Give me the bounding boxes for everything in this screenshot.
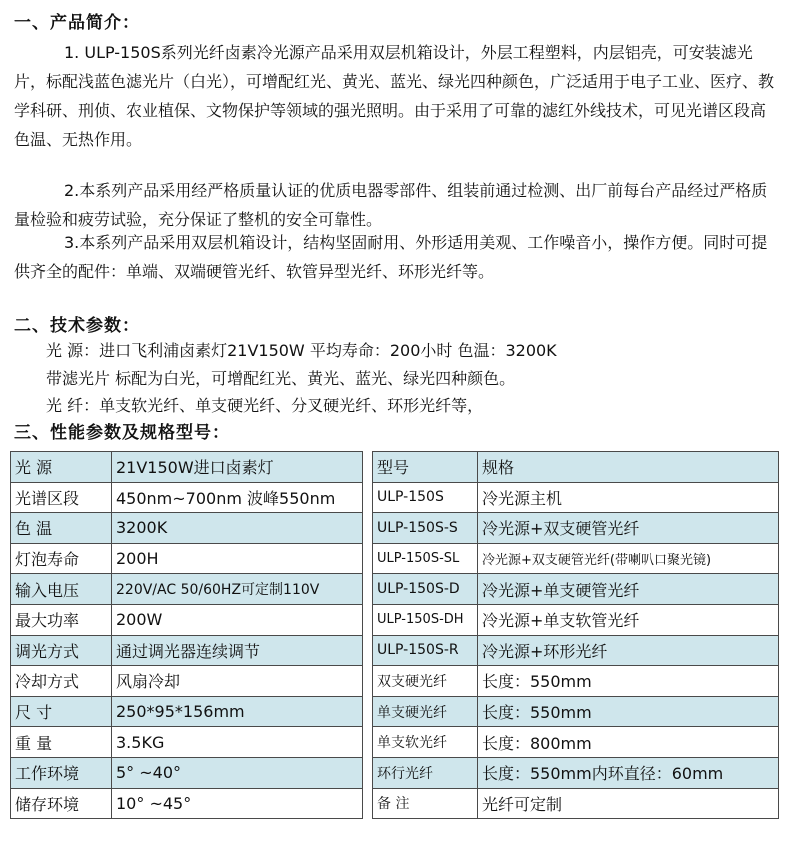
row-label: 重 量	[11, 727, 112, 758]
table-row	[11, 513, 363, 544]
table-row	[11, 574, 363, 605]
header-model: 型号	[373, 452, 478, 483]
row-value: 冷光源+单支软管光纤	[478, 604, 779, 635]
row-label: 尺 寸	[11, 696, 112, 727]
table-row	[11, 452, 363, 483]
row-label: ULP-150S-D	[373, 574, 478, 605]
table-row	[11, 757, 363, 788]
param-filter: 带滤光片 标配为白光，可增配红光、黄光、蓝光、绿光四种颜色。	[46, 369, 516, 388]
table-row	[373, 513, 779, 544]
table-header-row	[373, 452, 779, 483]
table-row	[373, 635, 779, 666]
performance-table	[10, 451, 363, 819]
table-row	[373, 604, 779, 635]
row-value: 220V/AC 50/60HZ可定制110V	[112, 574, 363, 605]
row-value: 冷光源+双支硬管光纤	[478, 513, 779, 544]
intro-paragraph-3: 3.本系列产品采用双层机箱设计，结构坚固耐用、外形适用美观、工作噪音小，操作方便。同时可提供齐全的配件：单端、双端硬管光纤、软管异型光纤、环形光纤等。	[14, 233, 768, 281]
row-label: 最大功率	[11, 604, 112, 635]
row-label: 双支硬光纤	[373, 666, 478, 697]
row-label: 输入电压	[11, 574, 112, 605]
row-label: 冷却方式	[11, 666, 112, 697]
row-value: 光纤可定制	[478, 788, 779, 819]
table-row	[11, 543, 363, 574]
row-label: ULP-150S	[373, 482, 478, 513]
row-label: ULP-150S-DH	[373, 604, 478, 635]
row-label: 光谱区段	[11, 482, 112, 513]
row-label: ULP-150S-S	[373, 513, 478, 544]
row-label: ULP-150S-SL	[373, 543, 478, 574]
table-row	[11, 727, 363, 758]
row-value: 250*95*156mm	[112, 696, 363, 727]
table-row	[373, 757, 779, 788]
row-label: ULP-150S-R	[373, 635, 478, 666]
table-row	[373, 543, 779, 574]
table-row	[373, 696, 779, 727]
row-label: 储存环境	[11, 788, 112, 819]
section-title-intro: 一、产品简介：	[14, 13, 140, 33]
row-label: 单支硬光纤	[373, 696, 478, 727]
row-value: 10° ~45°	[112, 788, 363, 819]
table-row	[11, 666, 363, 697]
row-label: 单支软光纤	[373, 727, 478, 758]
table-row	[11, 635, 363, 666]
table-row	[373, 727, 779, 758]
row-value: 冷光源主机	[478, 482, 779, 513]
row-value: 风扇冷却	[112, 666, 363, 697]
model-spec-table	[372, 451, 779, 819]
table-row	[11, 604, 363, 635]
table-row	[373, 574, 779, 605]
row-label: 备 注	[373, 788, 478, 819]
table-row	[373, 788, 779, 819]
row-value: 200W	[112, 604, 363, 635]
param-fiber: 光 纤：单支软光纤、单支硬光纤、分叉硬光纤、环形光纤等，	[46, 396, 484, 415]
header-spec: 规格	[478, 452, 779, 483]
row-value: 450nm~700nm 波峰550nm	[112, 482, 363, 513]
row-value: 通过调光器连续调节	[112, 635, 363, 666]
intro-paragraph-2: 2.本系列产品采用经严格质量认证的优质电器零部件、组装前通过检测、出厂前每台产品经过严格质量检验和疲劳试验，充分保证了整机的安全可靠性。	[14, 181, 768, 229]
row-value: 3200K	[112, 513, 363, 544]
table-row	[11, 482, 363, 513]
section-title-specs: 三、性能参数及规格型号：	[14, 423, 230, 443]
table-row	[373, 482, 779, 513]
row-label: 环行光纤	[373, 757, 478, 788]
row-label: 灯泡寿命	[11, 543, 112, 574]
table-row	[11, 788, 363, 819]
row-label: 光 源	[11, 452, 112, 483]
row-value: 21V150W进口卤素灯	[112, 452, 363, 483]
row-value: 长度：550mm	[478, 696, 779, 727]
table-row	[11, 696, 363, 727]
row-value: 长度：550mm内环直径：60mm	[478, 757, 779, 788]
row-label: 工作环境	[11, 757, 112, 788]
row-value: 长度：800mm	[478, 727, 779, 758]
row-value: 冷光源+双支硬管光纤(带喇叭口聚光镜)	[478, 543, 779, 574]
row-value: 200H	[112, 543, 363, 574]
table-row	[373, 666, 779, 697]
row-value: 3.5KG	[112, 727, 363, 758]
row-label: 调光方式	[11, 635, 112, 666]
row-label: 色 温	[11, 513, 112, 544]
row-value: 冷光源+环形光纤	[478, 635, 779, 666]
row-value: 冷光源+单支硬管光纤	[478, 574, 779, 605]
param-light-source: 光 源：进口飞利浦卤素灯21V150W 平均寿命：200小时 色温：3200K	[46, 341, 557, 360]
row-value: 长度：550mm	[478, 666, 779, 697]
row-value: 5° ~40°	[112, 757, 363, 788]
section-title-params: 二、技术参数：	[14, 316, 140, 336]
intro-paragraph-1: 1. ULP-150S系列光纤卤素冷光源产品采用双层机箱设计，外层工程塑料，内层铝壳，可安装滤光片，标配浅蓝色滤光片（白光），可增配红光、黄光、蓝光、绿光四种颜色，广泛适用于电子工业、医疗、教学科研、刑侦、农业植保、文物保护等领域的强光照明。由于采用了可靠的滤红外线技术，可见光谱区段高色温、无热作用。	[14, 43, 775, 149]
